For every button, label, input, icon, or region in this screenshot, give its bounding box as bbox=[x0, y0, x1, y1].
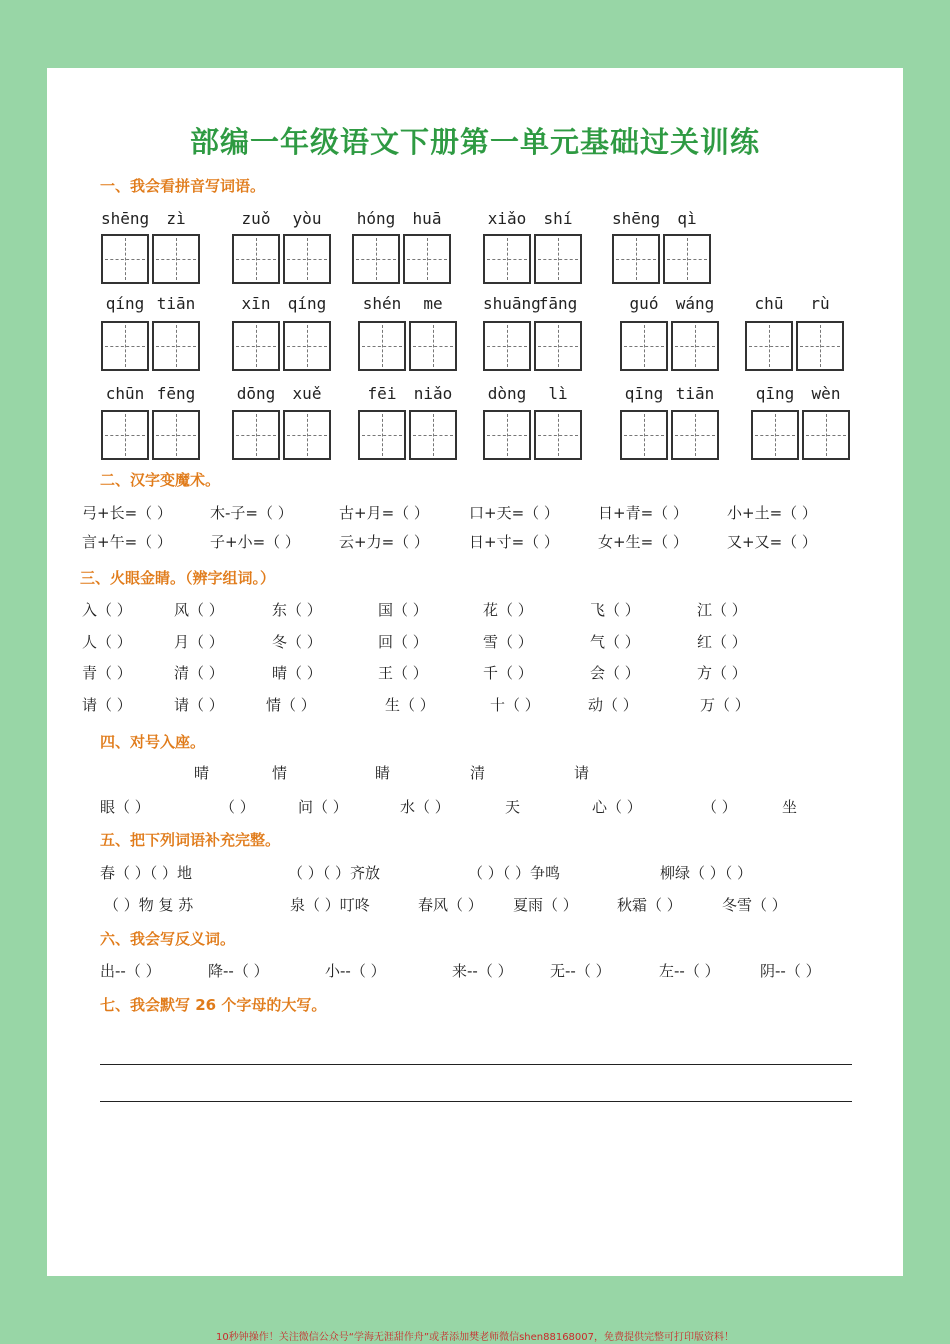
word-group-item[interactable]: 人（ ） bbox=[82, 633, 132, 651]
match-slot[interactable]: （ ） bbox=[702, 798, 737, 816]
pinyin-syllable: shí bbox=[543, 209, 573, 228]
writing-box[interactable] bbox=[283, 321, 331, 371]
match-slot[interactable]: 问（ ） bbox=[298, 798, 348, 816]
writing-box[interactable] bbox=[101, 410, 149, 460]
pinyin-syllable: shén bbox=[362, 294, 402, 313]
phrase-blank[interactable]: 柳绿（ ）（ ） bbox=[660, 864, 753, 882]
pinyin-syllable: shēng bbox=[612, 209, 661, 228]
word-group-item[interactable]: 情（ ） bbox=[266, 696, 316, 714]
word-group-item[interactable]: 气（ ） bbox=[590, 633, 640, 651]
writing-box[interactable] bbox=[802, 410, 850, 460]
antonym-blank[interactable]: 小--（ ） bbox=[325, 962, 386, 980]
word-group-item[interactable]: 国（ ） bbox=[378, 601, 428, 619]
word-group-item[interactable]: 月（ ） bbox=[174, 633, 224, 651]
match-word: 晴 bbox=[194, 764, 210, 782]
pinyin-syllable: qīng bbox=[755, 384, 795, 403]
phrase-blank[interactable]: （ ）物 复 苏 bbox=[104, 896, 194, 914]
section-heading-3: 三、火眼金睛。（辨字组词。） bbox=[80, 569, 276, 587]
writing-box[interactable] bbox=[152, 321, 200, 371]
word-group-item[interactable]: 清（ ） bbox=[174, 664, 224, 682]
pinyin-syllable: qíng bbox=[287, 294, 327, 313]
writing-box[interactable] bbox=[534, 321, 582, 371]
pinyin-syllable: wèn bbox=[811, 384, 841, 403]
match-slot[interactable]: 天 bbox=[505, 798, 521, 816]
magic-equation[interactable]: 小+土=（ ） bbox=[727, 504, 817, 522]
writing-box[interactable] bbox=[534, 410, 582, 460]
phrase-blank[interactable]: 秋霜（ ） bbox=[617, 896, 682, 914]
phrase-blank[interactable]: 泉（ ）叮咚 bbox=[290, 896, 370, 914]
word-group-item[interactable]: 东（ ） bbox=[272, 601, 322, 619]
writing-box[interactable] bbox=[409, 410, 457, 460]
writing-box[interactable] bbox=[671, 321, 719, 371]
pinyin-syllable: yòu bbox=[292, 209, 322, 228]
word-group-item[interactable]: 会（ ） bbox=[590, 664, 640, 682]
word-group-item[interactable]: 王（ ） bbox=[378, 664, 428, 682]
antonym-blank[interactable]: 出--（ ） bbox=[100, 962, 161, 980]
pinyin-syllable: hóng bbox=[356, 209, 396, 228]
writing-box[interactable] bbox=[483, 410, 531, 460]
antonym-blank[interactable]: 降--（ ） bbox=[208, 962, 269, 980]
phrase-blank[interactable]: 冬雪（ ） bbox=[722, 896, 787, 914]
section-heading-1: 一、我会看拼音写词语。 bbox=[100, 177, 266, 195]
writing-box[interactable] bbox=[101, 321, 149, 371]
writing-box[interactable] bbox=[232, 321, 280, 371]
writing-box[interactable] bbox=[796, 321, 844, 371]
writing-box[interactable] bbox=[152, 234, 200, 284]
writing-box[interactable] bbox=[751, 410, 799, 460]
writing-box[interactable] bbox=[620, 321, 668, 371]
writing-box[interactable] bbox=[352, 234, 400, 284]
writing-box[interactable] bbox=[483, 234, 531, 284]
writing-box[interactable] bbox=[283, 410, 331, 460]
word-group-item[interactable]: 风（ ） bbox=[174, 601, 224, 619]
phrase-blank[interactable]: （ ）（ ）争鸣 bbox=[468, 864, 561, 882]
antonym-blank[interactable]: 无--（ ） bbox=[550, 962, 611, 980]
writing-box[interactable] bbox=[403, 234, 451, 284]
pinyin-syllable: fēi bbox=[367, 384, 397, 403]
writing-box[interactable] bbox=[152, 410, 200, 460]
pinyin-syllable: niǎo bbox=[413, 384, 453, 403]
match-slot[interactable]: 心（ ） bbox=[592, 798, 642, 816]
match-slot[interactable]: （ ） bbox=[220, 798, 255, 816]
phrase-blank[interactable]: 夏雨（ ） bbox=[513, 896, 578, 914]
section-heading-5: 五、把下列词语补充完整。 bbox=[100, 831, 281, 849]
word-group-item[interactable]: 江（ ） bbox=[697, 601, 747, 619]
pinyin-syllable: rù bbox=[810, 294, 830, 313]
writing-box[interactable] bbox=[534, 234, 582, 284]
match-word: 情 bbox=[272, 764, 288, 782]
pinyin-syllable: fēng bbox=[156, 384, 196, 403]
pinyin-syllable: xuě bbox=[292, 384, 322, 403]
writing-box[interactable] bbox=[101, 234, 149, 284]
phrase-blank[interactable]: （ ）（ ）齐放 bbox=[288, 864, 381, 882]
pinyin-syllable: qì bbox=[677, 209, 697, 228]
magic-equation[interactable]: 女+生=（ ） bbox=[598, 533, 688, 551]
page-title: 部编一年级语文下册第一单元基础过关训练 bbox=[189, 125, 760, 159]
magic-equation[interactable]: 木-子=（ ） bbox=[210, 504, 293, 522]
match-slot[interactable]: 坐 bbox=[782, 798, 798, 816]
word-group-item[interactable]: 生（ ） bbox=[385, 696, 435, 714]
writing-box[interactable] bbox=[232, 410, 280, 460]
word-group-item[interactable]: 回（ ） bbox=[378, 633, 428, 651]
match-slot[interactable]: 眼（ ） bbox=[100, 798, 150, 816]
word-group-item[interactable]: 动（ ） bbox=[588, 696, 638, 714]
magic-equation[interactable]: 子+小=（ ） bbox=[210, 533, 300, 551]
magic-equation[interactable]: 又+又=（ ） bbox=[727, 533, 817, 551]
pinyin-syllable: tiān bbox=[156, 294, 196, 313]
writing-box[interactable] bbox=[358, 321, 406, 371]
phrase-blank[interactable]: 春风（ ） bbox=[418, 896, 483, 914]
pinyin-syllable: wáng bbox=[675, 294, 715, 313]
pinyin-syllable: dōng bbox=[236, 384, 276, 403]
writing-box[interactable] bbox=[283, 234, 331, 284]
word-group-item[interactable]: 晴（ ） bbox=[272, 664, 322, 682]
pinyin-syllable: lì bbox=[548, 384, 568, 403]
section-heading-4: 四、对号入座。 bbox=[100, 733, 206, 751]
pinyin-syllable: qíng bbox=[105, 294, 145, 313]
writing-line[interactable] bbox=[100, 1101, 852, 1102]
word-group-item[interactable]: 入（ ） bbox=[82, 601, 132, 619]
magic-equation[interactable]: 弓+长=（ ） bbox=[82, 504, 172, 522]
writing-box[interactable] bbox=[620, 410, 668, 460]
pinyin-syllable: chūn bbox=[105, 384, 145, 403]
magic-equation[interactable]: 日+青=（ ） bbox=[598, 504, 688, 522]
match-word: 睛 bbox=[375, 764, 391, 782]
pinyin-syllable: huā bbox=[412, 209, 442, 228]
writing-box[interactable] bbox=[483, 321, 531, 371]
word-group-item[interactable]: 万（ ） bbox=[700, 696, 750, 714]
writing-box[interactable] bbox=[745, 321, 793, 371]
pinyin-syllable: qīng bbox=[624, 384, 664, 403]
match-word: 清 bbox=[470, 764, 486, 782]
pinyin-syllable: zì bbox=[166, 209, 186, 228]
word-group-item[interactable]: 飞（ ） bbox=[590, 601, 640, 619]
writing-box[interactable] bbox=[358, 410, 406, 460]
writing-line[interactable] bbox=[100, 1064, 852, 1065]
writing-box[interactable] bbox=[232, 234, 280, 284]
phrase-blank[interactable]: 春（ ）（ ）地 bbox=[100, 864, 193, 882]
writing-box[interactable] bbox=[671, 410, 719, 460]
word-group-item[interactable]: 青（ ） bbox=[82, 664, 132, 682]
magic-equation[interactable]: 口+天=（ ） bbox=[469, 504, 559, 522]
antonym-blank[interactable]: 左--（ ） bbox=[659, 962, 720, 980]
magic-equation[interactable]: 言+午=（ ） bbox=[82, 533, 172, 551]
word-group-item[interactable]: 千（ ） bbox=[483, 664, 533, 682]
pinyin-syllable: tiān bbox=[675, 384, 715, 403]
section-heading-7: 七、我会默写 26 个字母的大写。 bbox=[100, 996, 327, 1014]
writing-box[interactable] bbox=[612, 234, 660, 284]
pinyin-syllable: me bbox=[423, 294, 443, 313]
match-slot[interactable]: 水（ ） bbox=[400, 798, 450, 816]
pinyin-syllable: shuāng bbox=[483, 294, 541, 313]
magic-equation[interactable]: 日+寸=（ ） bbox=[469, 533, 559, 551]
writing-box[interactable] bbox=[409, 321, 457, 371]
section-heading-2: 二、汉字变魔术。 bbox=[100, 471, 221, 489]
pinyin-syllable: zuǒ bbox=[241, 209, 271, 228]
word-group-item[interactable]: 请（ ） bbox=[82, 696, 132, 714]
writing-box[interactable] bbox=[663, 234, 711, 284]
magic-equation[interactable]: 云+力=（ ） bbox=[339, 533, 429, 551]
pinyin-syllable: chū bbox=[754, 294, 784, 313]
word-group-item[interactable]: 雪（ ） bbox=[483, 633, 533, 651]
word-group-item[interactable]: 请（ ） bbox=[174, 696, 224, 714]
pinyin-syllable: xīn bbox=[241, 294, 271, 313]
pinyin-syllable: shēng bbox=[101, 209, 150, 228]
pinyin-syllable: dòng bbox=[487, 384, 527, 403]
pinyin-syllable: guó bbox=[629, 294, 659, 313]
word-group-item[interactable]: 红（ ） bbox=[697, 633, 747, 651]
footer-notice: 10秒钟操作！关注微信公众号“学海无涯甜作舟”或者添加樊老师微信shen88168007，免费提供完整可打印版资料！ bbox=[215, 1332, 735, 1343]
word-group-item[interactable]: 冬（ ） bbox=[272, 633, 322, 651]
word-group-item[interactable]: 花（ ） bbox=[483, 601, 533, 619]
magic-equation[interactable]: 古+月=（ ） bbox=[339, 504, 429, 522]
match-word: 请 bbox=[574, 764, 590, 782]
word-group-item[interactable]: 方（ ） bbox=[697, 664, 747, 682]
antonym-blank[interactable]: 阴--（ ） bbox=[760, 962, 821, 980]
pinyin-syllable: xiǎo bbox=[487, 209, 527, 228]
antonym-blank[interactable]: 来--（ ） bbox=[452, 962, 513, 980]
pinyin-syllable: fāng bbox=[538, 294, 578, 313]
word-group-item[interactable]: 十（ ） bbox=[490, 696, 540, 714]
section-heading-6: 六、我会写反义词。 bbox=[100, 930, 236, 948]
